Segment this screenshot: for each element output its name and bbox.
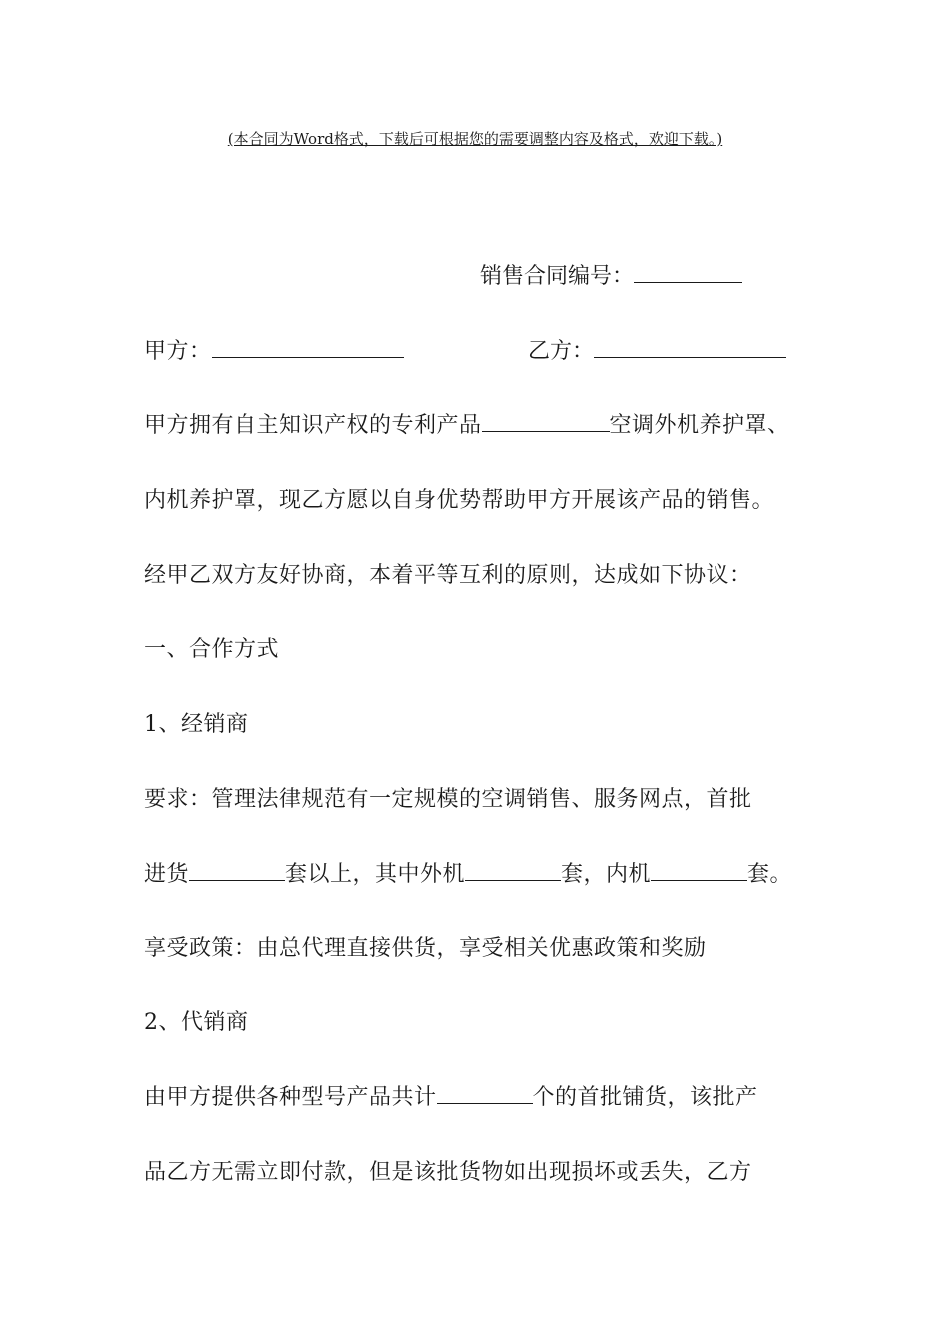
paragraph-text: 个的首批铺货，该批产 [532,1085,758,1110]
party-a-blank [212,337,404,358]
paragraph-text: 甲方拥有自主知识产权的专利产品 [144,413,482,438]
paragraph-text: 空调外机养护罩、 [609,413,790,438]
download-notice: (本合同为Word格式，下载后可根据您的需要调整内容及格式，欢迎下载。) [227,130,723,148]
paragraph-line: 要求：管理法律规范有一定规模的空调销售、服务网点，首批 [144,787,752,812]
product-name-blank [482,411,610,432]
party-a-label: 甲方： [144,339,212,364]
indoor-quantity-blank [651,860,747,881]
contract-number-blank [634,262,742,283]
consign-quantity-blank [437,1083,533,1104]
paragraph-text: 套。 [747,862,793,887]
paragraph-line [144,1083,758,1113]
paragraph-text: 由甲方提供各种型号产品共计 [144,1085,437,1110]
paragraph-line [144,411,790,441]
party-b-blank [594,337,786,358]
section-heading: 一、合作方式 [144,637,280,662]
paragraph-line: 内机养护罩，现乙方愿以自身优势帮助甲方开展该产品的销售。 [144,488,775,513]
party-a-line [144,337,404,367]
paragraph-text: 套以上，其中外机 [285,862,466,887]
paragraph-text: 进货 [144,862,190,887]
outdoor-quantity-blank [465,860,561,881]
paragraph-line: 品乙方无需立即付款，但是该批货物如出现损坏或丢失，乙方 [144,1160,752,1185]
party-b-line [528,337,786,367]
paragraph-text: 套，内机 [561,862,652,887]
party-b-label: 乙方： [528,339,595,364]
quantity-blank [189,860,285,881]
item-heading: 2、代销商 [144,1010,249,1035]
item-heading: 1、经销商 [144,712,249,737]
paragraph-line: 经甲乙双方友好协商，本着平等互利的原则，达成如下协议： [144,563,752,588]
contract-number-label: 销售合同编号： [480,264,635,289]
contract-number-line [480,262,742,292]
paragraph-line [144,860,792,890]
paragraph-line: 享受政策：由总代理直接供货，享受相关优惠政策和奖励 [144,936,707,961]
